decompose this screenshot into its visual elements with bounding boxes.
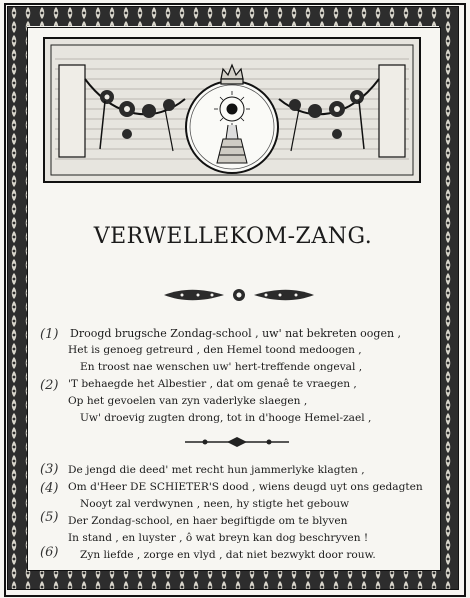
verse-line: De jengd die deed' met recht hun jammerlyke klagten , — [68, 464, 365, 476]
verse-line: Zyn liefde , zorge en vlyd , dat niet bezwykt door rouw. — [80, 549, 376, 561]
verse-line: Der Zondag-school, en haer begiftigde om te blyven — [68, 515, 348, 527]
margin-annotation: (1) — [40, 327, 59, 342]
verse-line: Om d'Heer DE SCHIETER'S dood , wiens deugd uyt ons gedagten — [68, 481, 423, 493]
ornamental-divider — [162, 288, 316, 302]
verse-line: Het is genoeg getreurd , den Hemel toond medoogen , — [68, 344, 362, 356]
verse-line: Nooyt zal verdwynen , neen, hy stigte het gebouw — [80, 498, 350, 510]
verse-line: Droogd brugsche Zondag-school , uw' nat bekreten oogen , — [70, 327, 402, 340]
margin-annotation: (2) — [40, 378, 59, 393]
margin-annotation: (6) — [40, 545, 59, 560]
margin-annotation: (3) — [40, 462, 59, 477]
margin-annotation: (4) — [40, 481, 59, 496]
verse-line: Uw' droevig zugten drong, tot in d'hooge Hemel-zael , — [80, 412, 372, 424]
page-title: VERWELLEKOM-ZANG. — [93, 224, 373, 249]
verse-line: In stand , en luyster , ô wat breyn kan dog beschryven ! — [68, 532, 369, 544]
header-engraving-art — [45, 39, 419, 181]
verse-line: Op het gevoelen van zyn vaderlyke slaegen , — [68, 395, 308, 407]
verse-line: En troost nae wenschen uw' hert-treffende ongeval , — [80, 361, 363, 373]
verse-line: 'T behaegde het Albestier , dat om genaê te vraegen , — [68, 378, 357, 390]
header-engraving — [43, 37, 421, 183]
ornamental-divider — [183, 436, 291, 448]
margin-annotation: (5) — [40, 510, 59, 525]
